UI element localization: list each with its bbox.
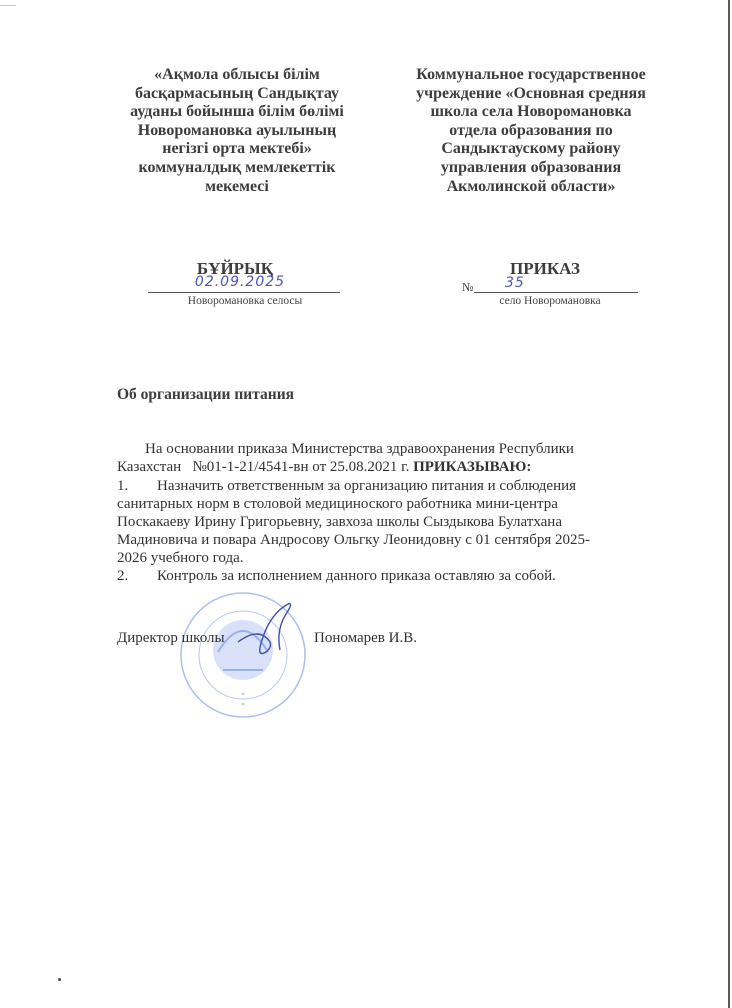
number-sign: № <box>462 280 474 294</box>
item-2-number: 2. <box>117 568 129 584</box>
header-right-line: школа села Новоромановка <box>430 103 632 121</box>
header-left-line: мекемесі <box>205 177 269 195</box>
order-number-handwritten: 35 <box>505 275 525 291</box>
header-right-line: отдела образования по <box>449 121 613 139</box>
header-left-kazakh <box>122 66 352 196</box>
scan-dot <box>58 978 61 981</box>
header-left-line: коммуналдық мемлекеттік <box>138 158 336 176</box>
preamble-line <box>117 458 617 476</box>
order-title-russian: ПРИКАЗ <box>510 259 580 278</box>
order-subject: Об организации питания <box>117 386 295 403</box>
place-kazakh: Новоромановка селосы <box>187 295 303 307</box>
order-title-kazakh: БҰЙРЫҚ <box>196 259 274 278</box>
svg-text:*: * <box>241 701 245 710</box>
item-1-text: Назначить ответственным за организацию питания и соблюдения <box>157 478 577 494</box>
header-right-line: учреждение «Основная средняя <box>416 84 646 102</box>
place-russian: село Новоромановка <box>499 295 601 307</box>
order-date-handwritten: 02.09.2025 <box>194 274 286 290</box>
scan-mark <box>0 5 16 6</box>
item-2-line <box>117 567 617 585</box>
preamble-order-word: ПРИКАЗЫВАЮ: <box>413 459 532 475</box>
header-right-line: Сандыктаускому району <box>441 140 621 158</box>
header-left-line: негізгі орта мектебі» <box>162 140 312 158</box>
item-1-line: Поскакаеву Ирину Григорьевну, завхоза школы Сыздыкова Булатхана <box>117 514 562 530</box>
item-1-line: санитарных норм в столовой медициноского работника мини-центра <box>117 496 558 512</box>
svg-text:*: * <box>241 691 245 700</box>
signature-title: Директор школы <box>117 630 225 646</box>
header-right-line: управления образования <box>440 158 622 176</box>
item-2-text: Контроль за исполнением данного приказа оставляю за собой. <box>157 568 556 584</box>
item-1-line: Мадиновича и повара Андросову Ольгку Леонидовну с 01 сентября 2025- <box>117 532 590 548</box>
preamble-text: Казахстан №01-1-21/4541-вн от 25.08.2021 г. <box>117 459 414 475</box>
header-left-line: ауданы бойынша білім бөлімі <box>130 103 344 121</box>
header-right-line: Коммунальное государственное <box>416 66 646 83</box>
number-underline <box>474 292 638 293</box>
preamble-line: На основании приказа Министерства здравоохранения Республики <box>145 441 574 457</box>
item-1-number: 1. <box>117 478 129 494</box>
header-right-russian <box>400 66 662 196</box>
header-left-line: басқармасының Сандықтау <box>134 84 340 102</box>
header-left-line: «Ақмола облысы білім <box>154 66 320 83</box>
signature-name: Пономарев И.В. <box>314 630 417 646</box>
scan-edge-line <box>728 0 730 1008</box>
item-1-line: 2026 учебного года. <box>117 550 244 566</box>
date-underline <box>148 292 340 293</box>
header-right-line: Акмолинской области» <box>446 177 616 195</box>
signature-icon <box>236 600 296 660</box>
header-left-line: Новоромановка ауылының <box>137 121 337 139</box>
item-1-line <box>117 477 617 495</box>
